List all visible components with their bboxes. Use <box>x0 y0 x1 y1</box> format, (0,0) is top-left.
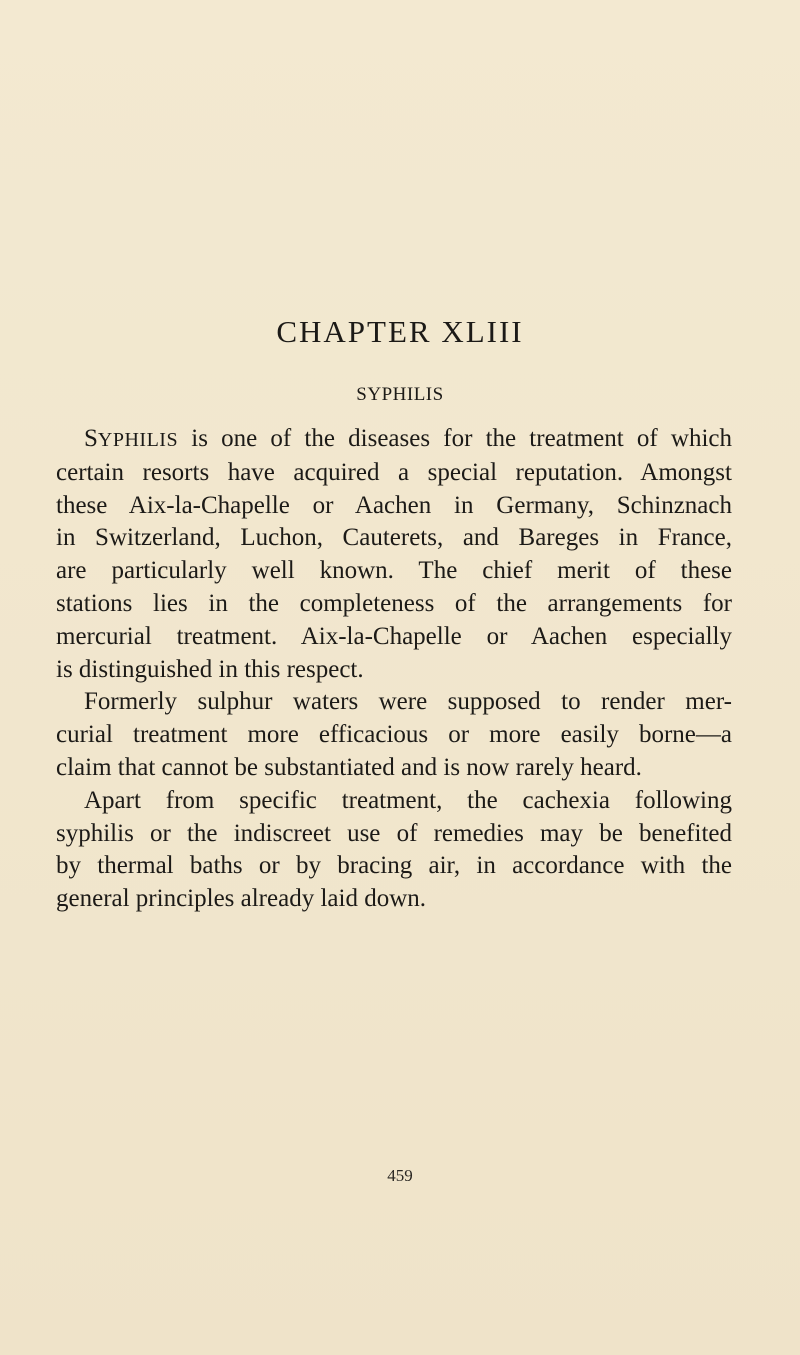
text-line <box>56 423 732 457</box>
text-line: are particularly well known. The chief merit of these <box>56 557 732 585</box>
text-line: mercurial treatment. Aix-la-Chapelle or Aachen especially <box>56 622 732 650</box>
text-line: general principles already laid down. <box>56 885 426 913</box>
page-number: 459 <box>387 1166 413 1185</box>
text-line: stations lies in the completeness of the arrangements for <box>56 589 732 617</box>
text-line: curial treatment more efficacious or more easily borne—a <box>56 721 732 749</box>
line-text: is one of the diseases for the treatment of which <box>178 425 732 452</box>
section-title: SYPHILIS <box>356 384 444 405</box>
text-line: Formerly sulphur waters were supposed to render mer- <box>84 688 732 716</box>
text-line: is distinguished in this respect. <box>56 655 364 683</box>
text-line: certain resorts have acquired a special reputation. Amongst <box>56 458 732 486</box>
lead-small-caps: YPHILIS <box>97 429 179 451</box>
body-text <box>56 423 732 916</box>
text-line: these Aix-la-Chapelle or Aachen in Germany, Schinznach <box>56 491 732 519</box>
text-line: claim that cannot be substantiated and is now rarely heard. <box>56 753 642 781</box>
text-line: in Switzerland, Luchon, Cauterets, and Bareges in France, <box>56 524 732 552</box>
text-line: Apart from specific treatment, the cachexia following <box>84 786 732 814</box>
text-line: by thermal baths or by bracing air, in accordance with the <box>56 852 732 880</box>
lead-capital: S <box>84 425 98 452</box>
chapter-title: CHAPTER XLIII <box>276 314 524 349</box>
text-line: syphilis or the indiscreet use of remedies may be benefited <box>56 819 732 847</box>
